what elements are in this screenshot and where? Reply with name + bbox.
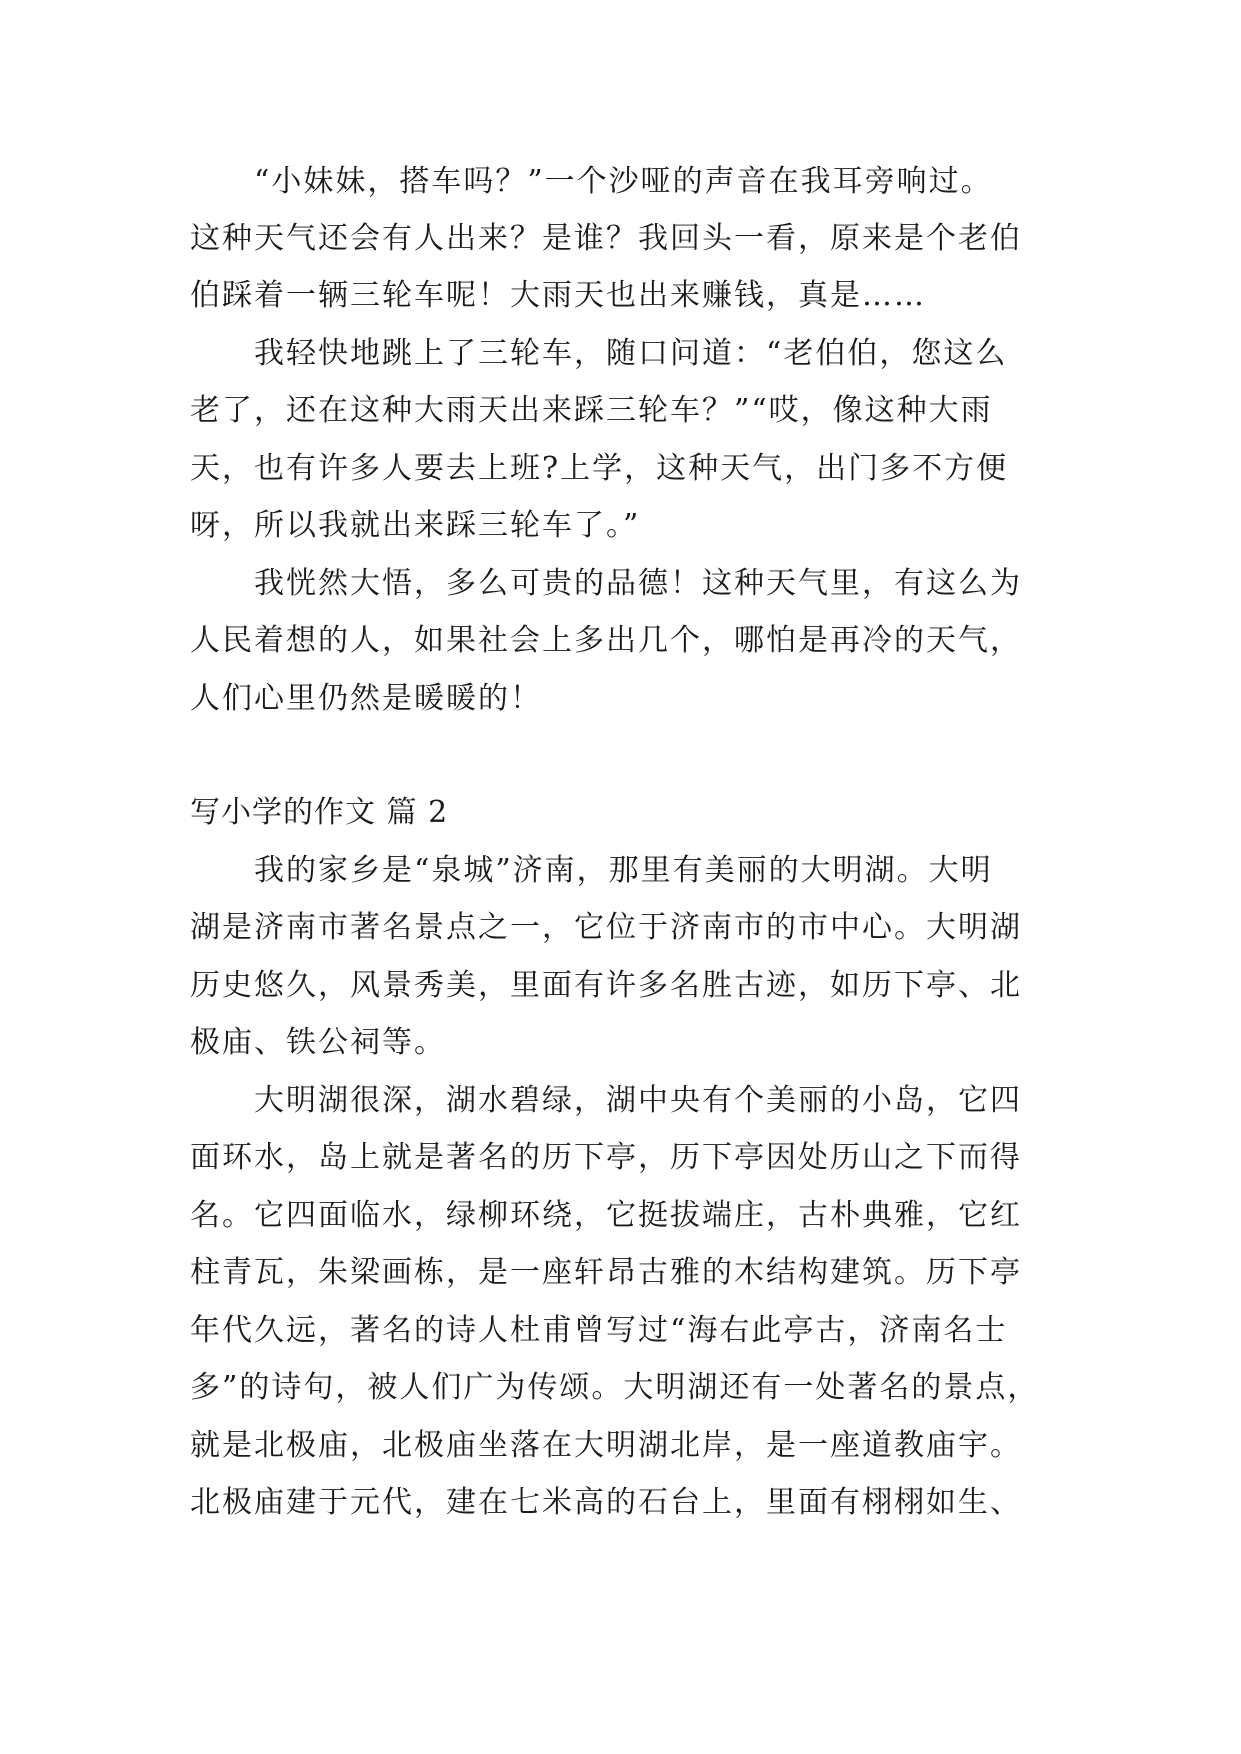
text-line: 名。它四面临水，绿柳环绕，它挺拔端庄，古朴典雅，它红: [190, 1198, 1022, 1233]
text-line: 历史悠久，风景秀美，里面有许多名胜古迹，如历下亭、北: [190, 968, 1022, 1003]
text-line: 我恍然大悟，多么可贵的品德！这种天气里，有这么为: [254, 566, 1022, 601]
text-line: 人们心里仍然是暖暖的！: [190, 681, 542, 716]
text-line: 年代久远，著名的诗人杜甫曾写过“海右此亭古，济南名士: [190, 1313, 1008, 1348]
text-line: 极庙、铁公祠等。: [190, 1025, 446, 1060]
text-line: 天，也有许多人要去上班?上学，这种天气，出门多不方便: [190, 451, 1009, 486]
text-line: 伯踩着一辆三轮车呢！大雨天也出来赚钱，真是……: [190, 278, 926, 313]
text-line: 湖是济南市著名景点之一，它位于济南市的市中心。大明湖: [190, 910, 1022, 945]
text-line: 人民着想的人，如果社会上多出几个，哪怕是再冷的天气，: [190, 623, 1022, 658]
text-line: 这种天气还会有人出来？是谁？我回头一看，原来是个老伯: [190, 221, 1022, 256]
text-line: 多”的诗句，被人们广为传颂。大明湖还有一处著名的景点，: [190, 1370, 1040, 1405]
text-line: 就是北极庙，北极庙坐落在大明湖北岸，是一座道教庙宇。: [190, 1428, 1022, 1463]
text-line: 老了，还在这种大雨天出来踩三轮车？”“哎，像这种大雨: [190, 393, 993, 428]
text-line: 柱青瓦，朱梁画栋，是一座轩昂古雅的木结构建筑。历下亭: [190, 1255, 1022, 1290]
text-line: “小妹妹，搭车吗？”一个沙哑的声音在我耳旁响过。: [254, 164, 993, 199]
section-heading: 写小学的作文 篇 2: [190, 795, 449, 830]
text-line: 面环水，岛上就是著名的历下亭，历下亭因处历山之下而得: [190, 1140, 1022, 1175]
text-line: 大明湖很深，湖水碧绿，湖中央有个美丽的小岛，它四: [254, 1083, 1022, 1118]
text-line: 呀，所以我就出来踩三轮车了。”: [190, 508, 641, 543]
text-line: 我轻快地跳上了三轮车，随口问道：“老伯伯，您这么: [254, 336, 1008, 371]
text-line: 我的家乡是“泉城”济南，那里有美丽的大明湖。大明: [254, 853, 993, 888]
text-line: 北极庙建于元代，建在七米高的石台上，里面有栩栩如生、: [190, 1485, 1022, 1520]
